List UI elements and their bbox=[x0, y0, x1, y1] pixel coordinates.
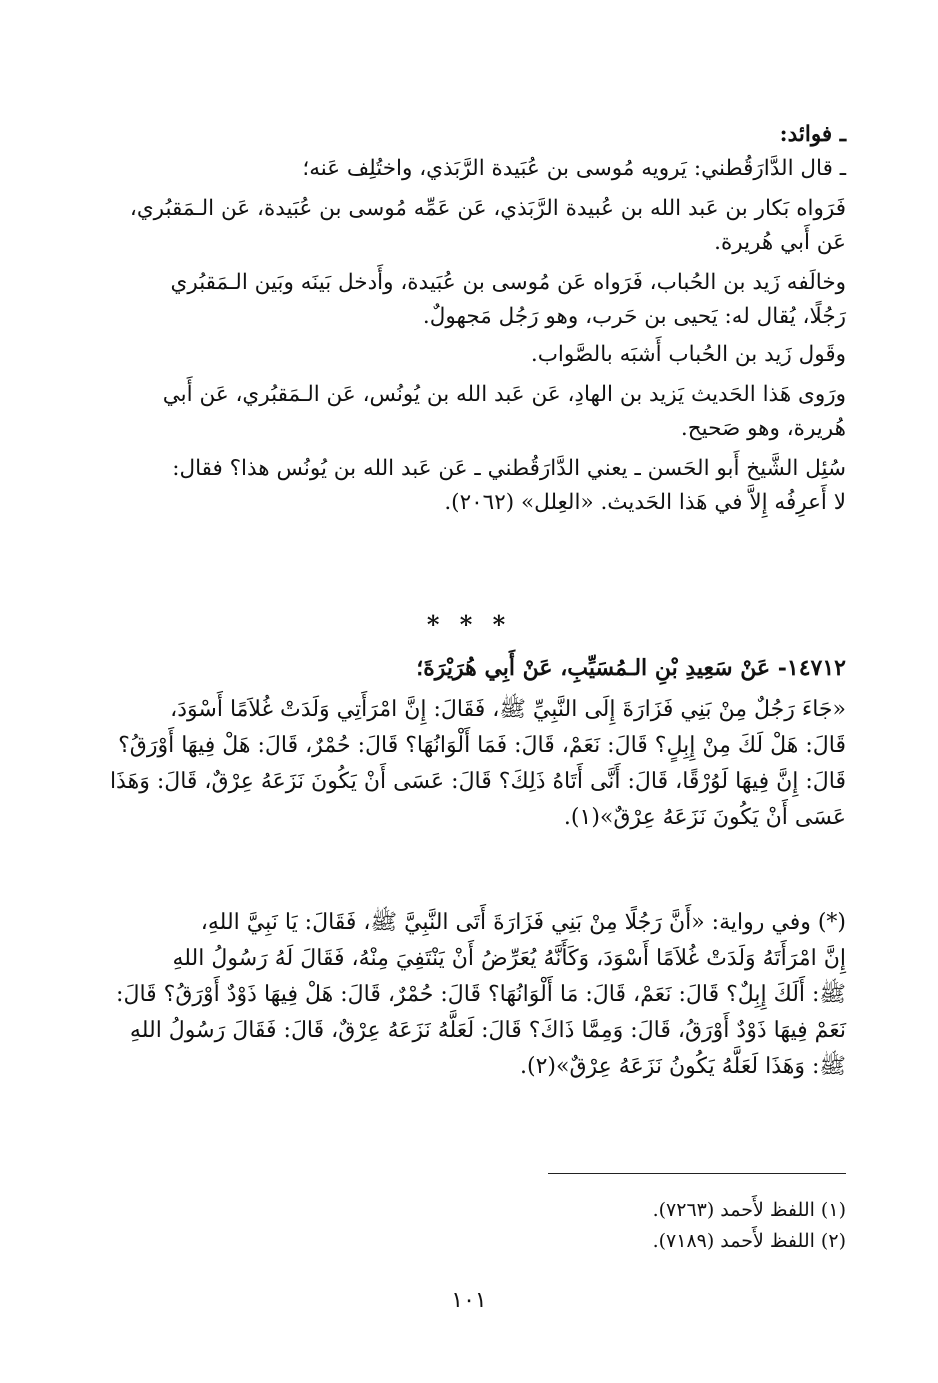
fawaid-line: رَجُلًا، يُقال له: يَحيى بن حَرب، وهو رَجُل مَجهولٌ. bbox=[422, 304, 846, 329]
fawaid-section bbox=[100, 118, 846, 520]
fawaid-line: ورَوى هَذا الحَديث يَزيد بن الهادِ، عَن عَبد الله بن يُونُس، عَن الـمَقبُري، عَن أَبي bbox=[162, 382, 846, 407]
fawaid-line: فَرَواه بَكار بن عَبد الله بن عُبيدة الرَّبَذي، عَن عَمِّه مُوسى بن عُبَيدة، عَن الـمَقبُري، bbox=[129, 196, 846, 221]
hadith-line: عَسَى أَنْ يَكُونَ نَزَعَهُ عِرْقٌ»(١). bbox=[563, 805, 846, 830]
fawaid-line: وخالَفه زَيد بن الحُباب، فَرَواه عَن مُوسى بن عُبَيدة، وأَدخل بَينَه وبَين الـمَقبُري bbox=[170, 270, 846, 295]
riwaya-line: نَعَمْ فِيهَا ذَوْدٌ أَوْرَقُ، قَالَ: وَمِمَّا ذَاكَ؟ قَالَ: لَعَلَّهُ نَزَعَهُ عِرْقٌ، قَالَ: فَقَالَ رَسُولُ اللهِ bbox=[129, 1018, 846, 1043]
hadith-line: قَالَ: هَلْ لَكَ مِنْ إِبِلٍ؟ قَالَ: نَعَمْ، قَالَ: فَمَا أَلْوَانُهَا؟ قَالَ: حُمْرٌ، قَالَ: هَلْ فِيهَا أَوْرَقُ؟ bbox=[118, 733, 846, 758]
hadith-line: «جَاءَ رَجُلٌ مِنْ بَنِي فَزَارَةَ إِلَى النَّبِيِّ ﷺ، فَقَالَ: إِنَّ امْرَأَتِي وَلَدَتْ غُلاَمًا أَسْوَدَ، bbox=[170, 697, 846, 722]
fawaid-line: سُئِل الشَّيخ أَبو الحَسن ـ يعني الدَّارَقُطني ـ عَن عَبد الله بن يُونُس هذا؟ فقال: bbox=[172, 456, 846, 481]
fawaid-line: لا أَعرِفُه إِلاَّ في هَذا الحَديث. «العِلل» (٢٠٦٢). bbox=[444, 490, 846, 515]
fawaid-line: ـ قال الدَّارَقُطني: يَرويه مُوسى بن عُبَيدة الرَّبَذي، واختُلِف عَنه؛ bbox=[302, 156, 846, 181]
section-separator: * * * bbox=[426, 610, 512, 639]
fawaid-line: وقَول زَيد بن الحُباب أَشبَه بالصَّواب. bbox=[530, 342, 846, 367]
hadith-line: قَالَ: إِنَّ فِيهَا لَوُرْقًا، قَالَ: أَنَّى أَتَاهُ ذَلِكَ؟ قَالَ: عَسَى أَنْ يَكُونَ نَزَعَهُ عِرْقٌ، قَالَ: وَهَذَا bbox=[109, 769, 846, 794]
hadith-title: ١٤٧١٢- عَنْ سَعِيدِ بْنِ الـمُسَيِّبِ، عَنْ أَبِي هُرَيْرَةَ؛ bbox=[416, 655, 846, 681]
page-number: ١٠١ bbox=[451, 1288, 487, 1313]
footnote-divider bbox=[548, 1173, 846, 1174]
riwaya-line: (*) وفي رواية: «أَنَّ رَجُلًا مِنْ بَنِي فَزَارَةَ أَتَى النَّبِيَّ ﷺ، فَقَالَ: يَا نَبِيَّ اللهِ، bbox=[200, 910, 846, 935]
footnote-item: (٢) اللفظ لأَحمد (٧١٨٩). bbox=[652, 1230, 846, 1252]
fawaid-line: عَن أَبي هُريرة. bbox=[714, 230, 846, 255]
fawaid-heading: ـ فوائد: bbox=[779, 122, 846, 147]
riwaya-line: ﷺ: أَلَكَ إِبِلٌ؟ قَالَ: نَعَمْ، قَالَ: مَا أَلْوَانُهَا؟ قَالَ: حُمْرٌ، قَالَ: هَلْ فِيهَا ذَوْدٌ أَوْرَقُ؟ قَالَ: bbox=[116, 982, 846, 1007]
fawaid-line: هُريرة، وهو صَحيح. bbox=[680, 416, 846, 441]
hadith-section bbox=[100, 650, 846, 836]
footnote-item: (١) اللفظ لأَحمد (٧٢٦٣). bbox=[652, 1199, 846, 1221]
riwaya-line: إِنَّ امْرَأَتَهُ وَلَدَتْ غُلاَمًا أَسْوَدَ، وَكَأَنَّهُ يُعَرِّضُ أَنْ يَنْتَفِيَ مِنْهُ، فَقَالَ لَهُ رَسُولُ اللهِ bbox=[172, 946, 846, 971]
riwaya-line: ﷺ: وَهَذَا لَعَلَّهُ يَكُونُ نَزَعَهُ عِرْقٌ»(٢). bbox=[520, 1054, 846, 1079]
footnotes bbox=[653, 1195, 846, 1257]
riwaya-section bbox=[100, 905, 846, 1085]
